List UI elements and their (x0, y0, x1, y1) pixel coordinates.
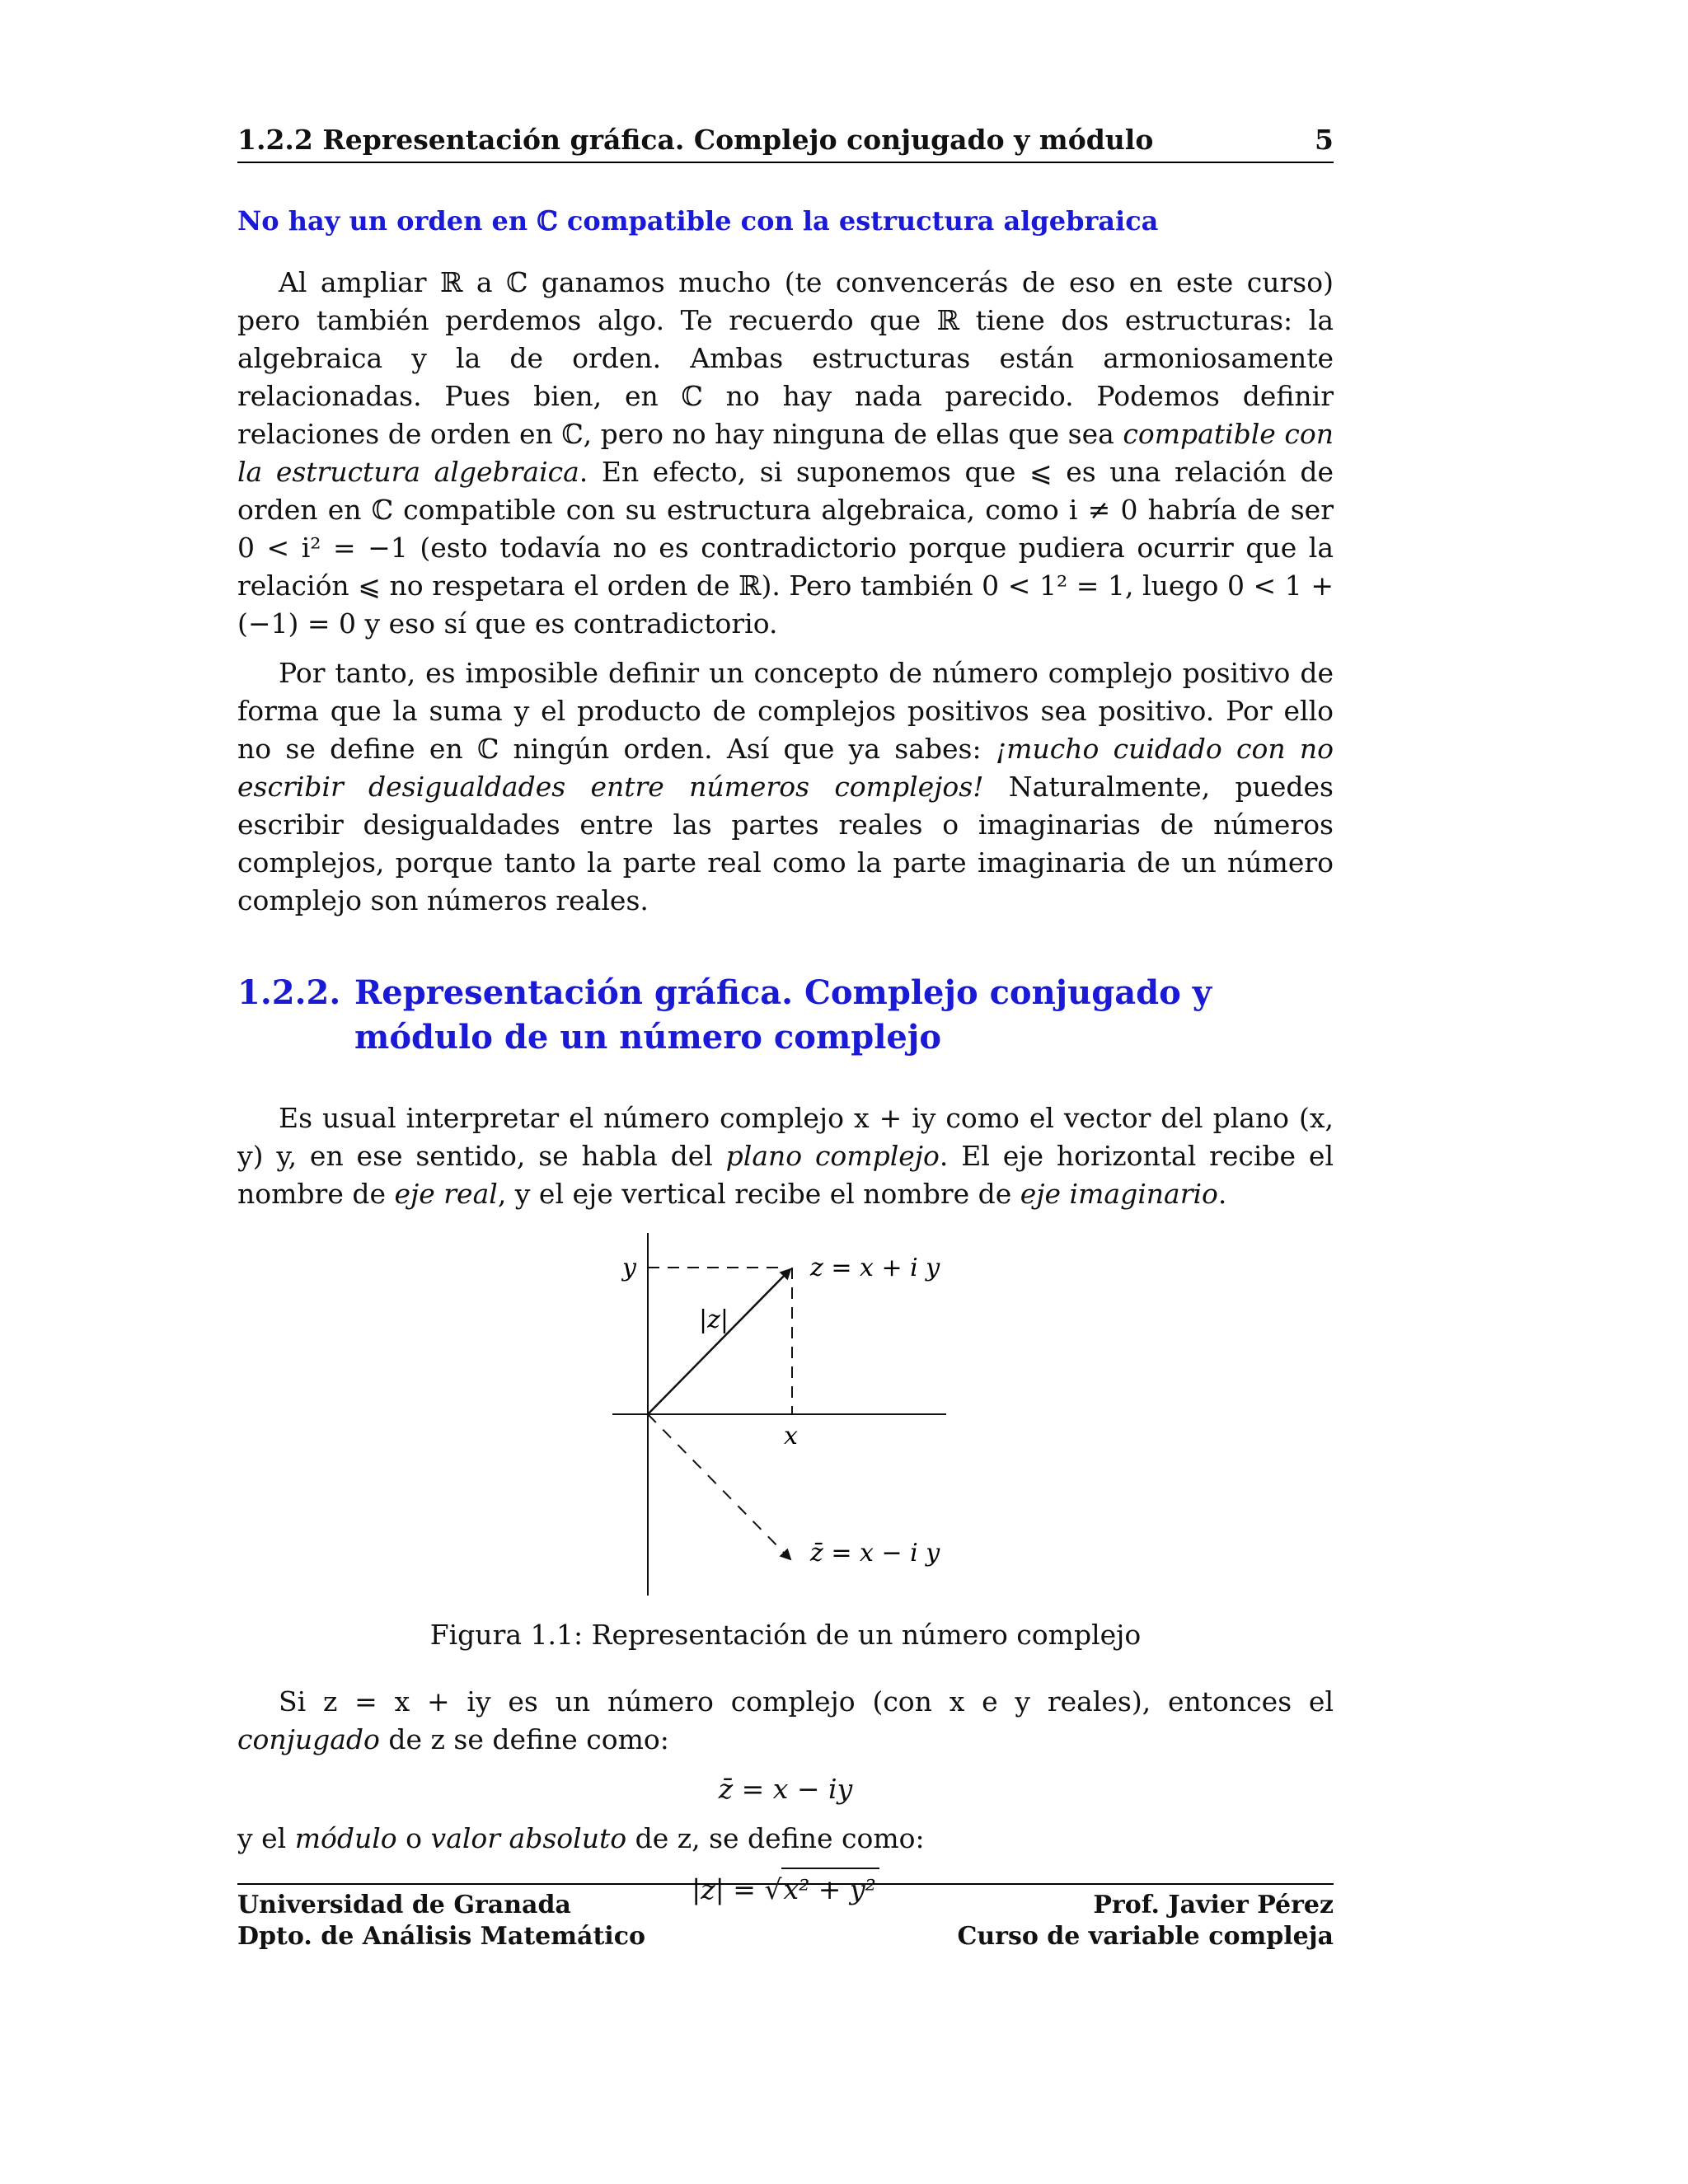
complex-plane-diagram (612, 1233, 959, 1604)
footer-author: Prof. Javier Pérez (1093, 1891, 1334, 1919)
p3-text-d: . (1217, 1178, 1227, 1210)
label-x: x (784, 1422, 798, 1451)
label-y: y (622, 1254, 636, 1282)
label-modulus: |z| (699, 1305, 729, 1334)
figure-complex-plane (237, 1233, 1334, 1612)
equation-modulus-left: |z| = (692, 1873, 765, 1905)
paragraph-1 (237, 264, 1334, 643)
p3-text-b: . El eje horizontal recibe el nombre de (237, 1140, 1334, 1210)
section-heading (237, 971, 1334, 1060)
p5-text-a: y el (237, 1822, 295, 1854)
figure-caption: Figura 1.1: Representación de un número complejo (429, 1619, 1142, 1651)
p5-emphasis-2: valor absoluto (430, 1822, 627, 1854)
equation-modulus-radicand: x² + y² (781, 1868, 879, 1910)
p1-text-a: Al ampliar ℝ a ℂ ganamos mucho (te convencerás de eso en este curso) pero también perdemos algo. Te recuerdo que ℝ tiene dos estructuras: la algebraica y la de orden. Ambas estructuras están armoniosamente relacionadas. Pues bien, en ℂ no hay nada parecido. Podemos definir relaciones de orden en ℂ, pero no hay ninguna de ellas que sea (237, 266, 1334, 450)
paragraph-3 (237, 1099, 1334, 1213)
equation-conjugate: z̄ = x − iy (718, 1773, 853, 1805)
p3-emphasis-3: eje imaginario (1020, 1178, 1218, 1210)
running-header (237, 124, 1334, 163)
p5-text-c: de z, se define como: (626, 1822, 925, 1854)
p2-emphasis: ¡mucho cuidado con no escribir desigualdades entre números complejos! (237, 733, 1334, 803)
paragraph-2 (237, 654, 1334, 920)
p5-emphasis-1: módulo (294, 1822, 397, 1854)
paragraph-5 (237, 1820, 1334, 1858)
label-z: z = x + i y (810, 1254, 940, 1282)
footer-left (237, 1890, 645, 1952)
label-z-conjugate: z̄ = x − i y (810, 1539, 940, 1568)
p1-text-b: . En efecto, si suponemos que ⩽ es una relación de orden en ℂ compatible con su estructura algebraica, como i ≠ 0 habría de ser 0 < i² = −1 (esto todavía no es contradictorio porque pudiera ocurrir que la relación ⩽ no respetara el orden de ℝ). Pero también 0 < 1² = 1, luego 0 < 1 + (−1) = 0 y eso sí que es contradictorio. (237, 456, 1334, 640)
p3-text-c: , y el eje vertical recibe el nombre de (497, 1178, 1020, 1210)
footer-right (957, 1890, 1334, 1952)
footer-course: Curso de variable compleja (957, 1922, 1334, 1951)
p4-text-a: Si z = x + iy es un número complejo (con x e y reales), entonces el (279, 1685, 1334, 1718)
p4-emphasis: conjugado (237, 1723, 380, 1755)
p2-text-a: Por tanto, es imposible definir un concepto de número complejo positivo de forma que la suma y el producto de complejos positivos sea positivo. Por ello no se define en ℂ ningún orden. Así que ya sabes: (237, 657, 1334, 765)
p3-emphasis-2: eje real (394, 1178, 498, 1210)
footer-university: Universidad de Granada (237, 1891, 571, 1919)
page-footer (237, 1883, 1334, 1952)
p3-text-a: Es usual interpretar el número complejo x + iy como el vector del plano (x, y) y, en ese sentido, se habla del (237, 1102, 1334, 1172)
header-title: 1.2.2 Representación gráfica. Complejo conjugado y módulo (237, 124, 1154, 156)
paragraph-heading: No hay un orden en ℂ compatible con la estructura algebraica (237, 205, 1159, 237)
p4-text-b: de z se define como: (379, 1723, 669, 1755)
section-number: 1.2.2. (237, 973, 341, 1012)
vector-z-conjugate (648, 1414, 790, 1559)
p2-text-b: Naturalmente, puedes escribir desigualdades entre las partes reales o imaginarias de números complejos, porque tanto la parte real como la parte imaginaria de un número complejo son números reales. (237, 771, 1334, 916)
p1-emphasis: compatible con la estructura algebraica (237, 418, 1334, 488)
p5-text-b: o (396, 1822, 431, 1854)
page-number: 5 (1315, 124, 1334, 156)
footer-department: Dpto. de Análisis Matemático (237, 1922, 645, 1951)
section-title: Representación gráfica. Complejo conjugado y módulo de un número complejo (354, 973, 1212, 1057)
sqrt-symbol: √ (764, 1873, 782, 1905)
vector-z (648, 1269, 790, 1414)
p3-emphasis-1: plano complejo (725, 1140, 940, 1172)
page-content (237, 124, 1334, 1920)
paragraph-4 (237, 1683, 1334, 1759)
